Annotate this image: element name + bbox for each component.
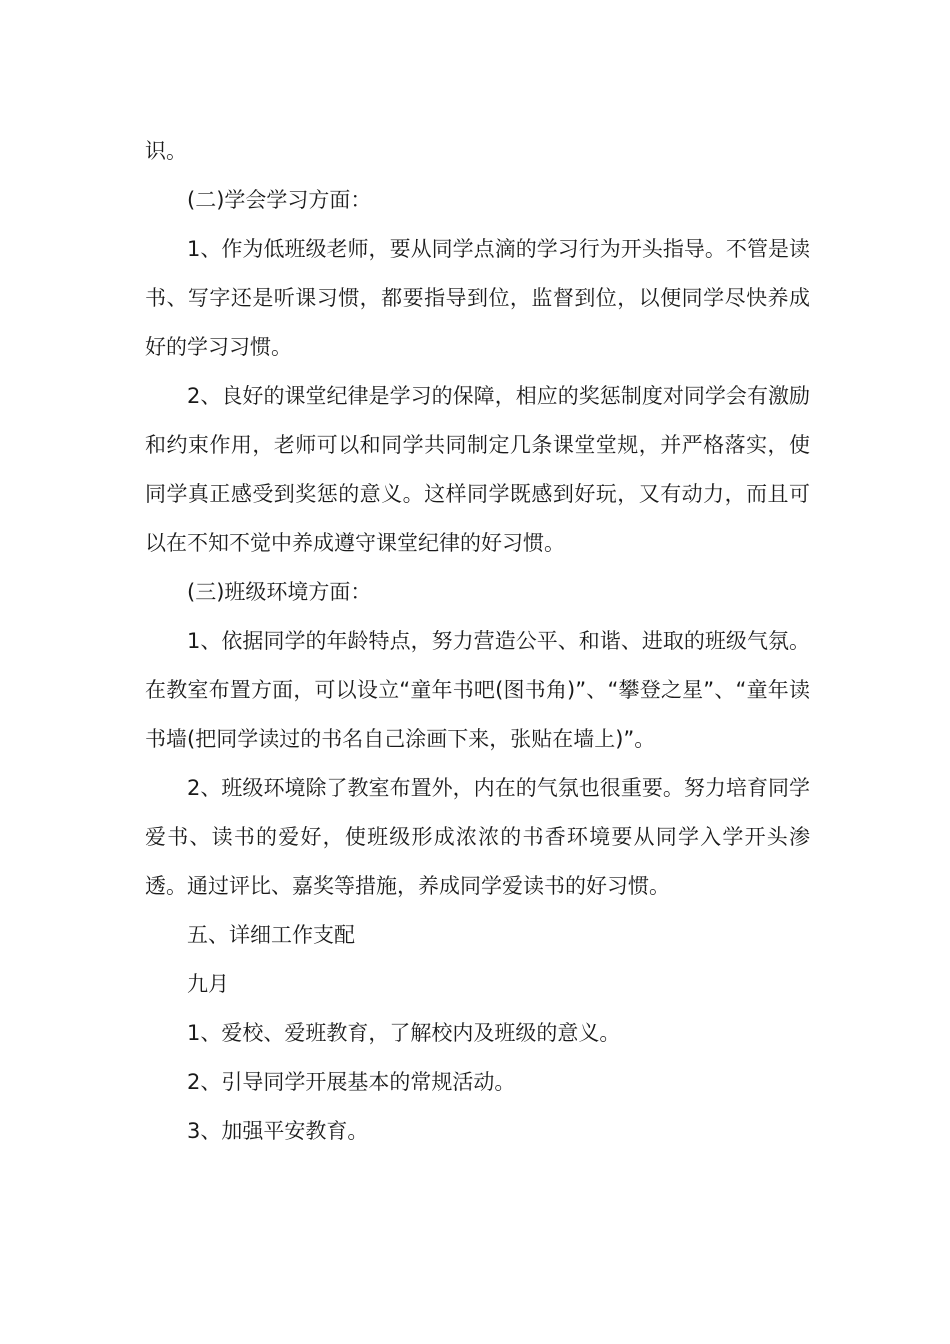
list-item-3: 3、加强平安教育。 <box>187 1119 369 1143</box>
paragraph-continuation: 识。 <box>145 139 187 163</box>
section-heading-plan: 五、详细工作支配 <box>187 923 355 947</box>
document-body <box>145 127 810 1156</box>
list-item-1: 1、爱校、爱班教育，了解校内及班级的意义。 <box>187 1021 621 1045</box>
paragraph-environment-1: 1、依据同学的年龄特点，努力营造公平、和谐、进取的班级气氛。在教室布置方面，可以设立“童年书吧(图书角)”、“攀登之星”、“童年读书墙(把同学读过的书名自己涂画下来，张贴在墙上)”。 <box>145 629 810 751</box>
paragraph-environment-2: 2、班级环境除了教室布置外，内在的气氛也很重要。努力培育同学爱书、读书的爱好，使班级形成浓浓的书香环境要从同学入学开头渗透。通过评比、嘉奖等措施，养成同学爱读书的好习惯。 <box>145 776 810 898</box>
list-item-2: 2、引导同学开展基本的常规活动。 <box>187 1070 516 1094</box>
paragraph-learning-2: 2、良好的课堂纪律是学习的保障，相应的奖惩制度对同学会有激励和约束作用，老师可以和同学共同制定几条课堂堂规，并严格落实，使同学真正感受到奖惩的意义。这样同学既感到好玩，又有动力，而且可以在不知不觉中养成遵守课堂纪律的好习惯。 <box>145 384 810 555</box>
paragraph-learning-1: 1、作为低班级老师，要从同学点滴的学习行为开头指导。不管是读书、写字还是听课习惯，都要指导到位，监督到位，以便同学尽快养成好的学习习惯。 <box>145 237 810 359</box>
month-heading-september: 九月 <box>187 972 229 996</box>
section-heading-environment: (三)班级环境方面： <box>187 580 372 604</box>
section-heading-learning: (二)学会学习方面： <box>187 188 372 212</box>
